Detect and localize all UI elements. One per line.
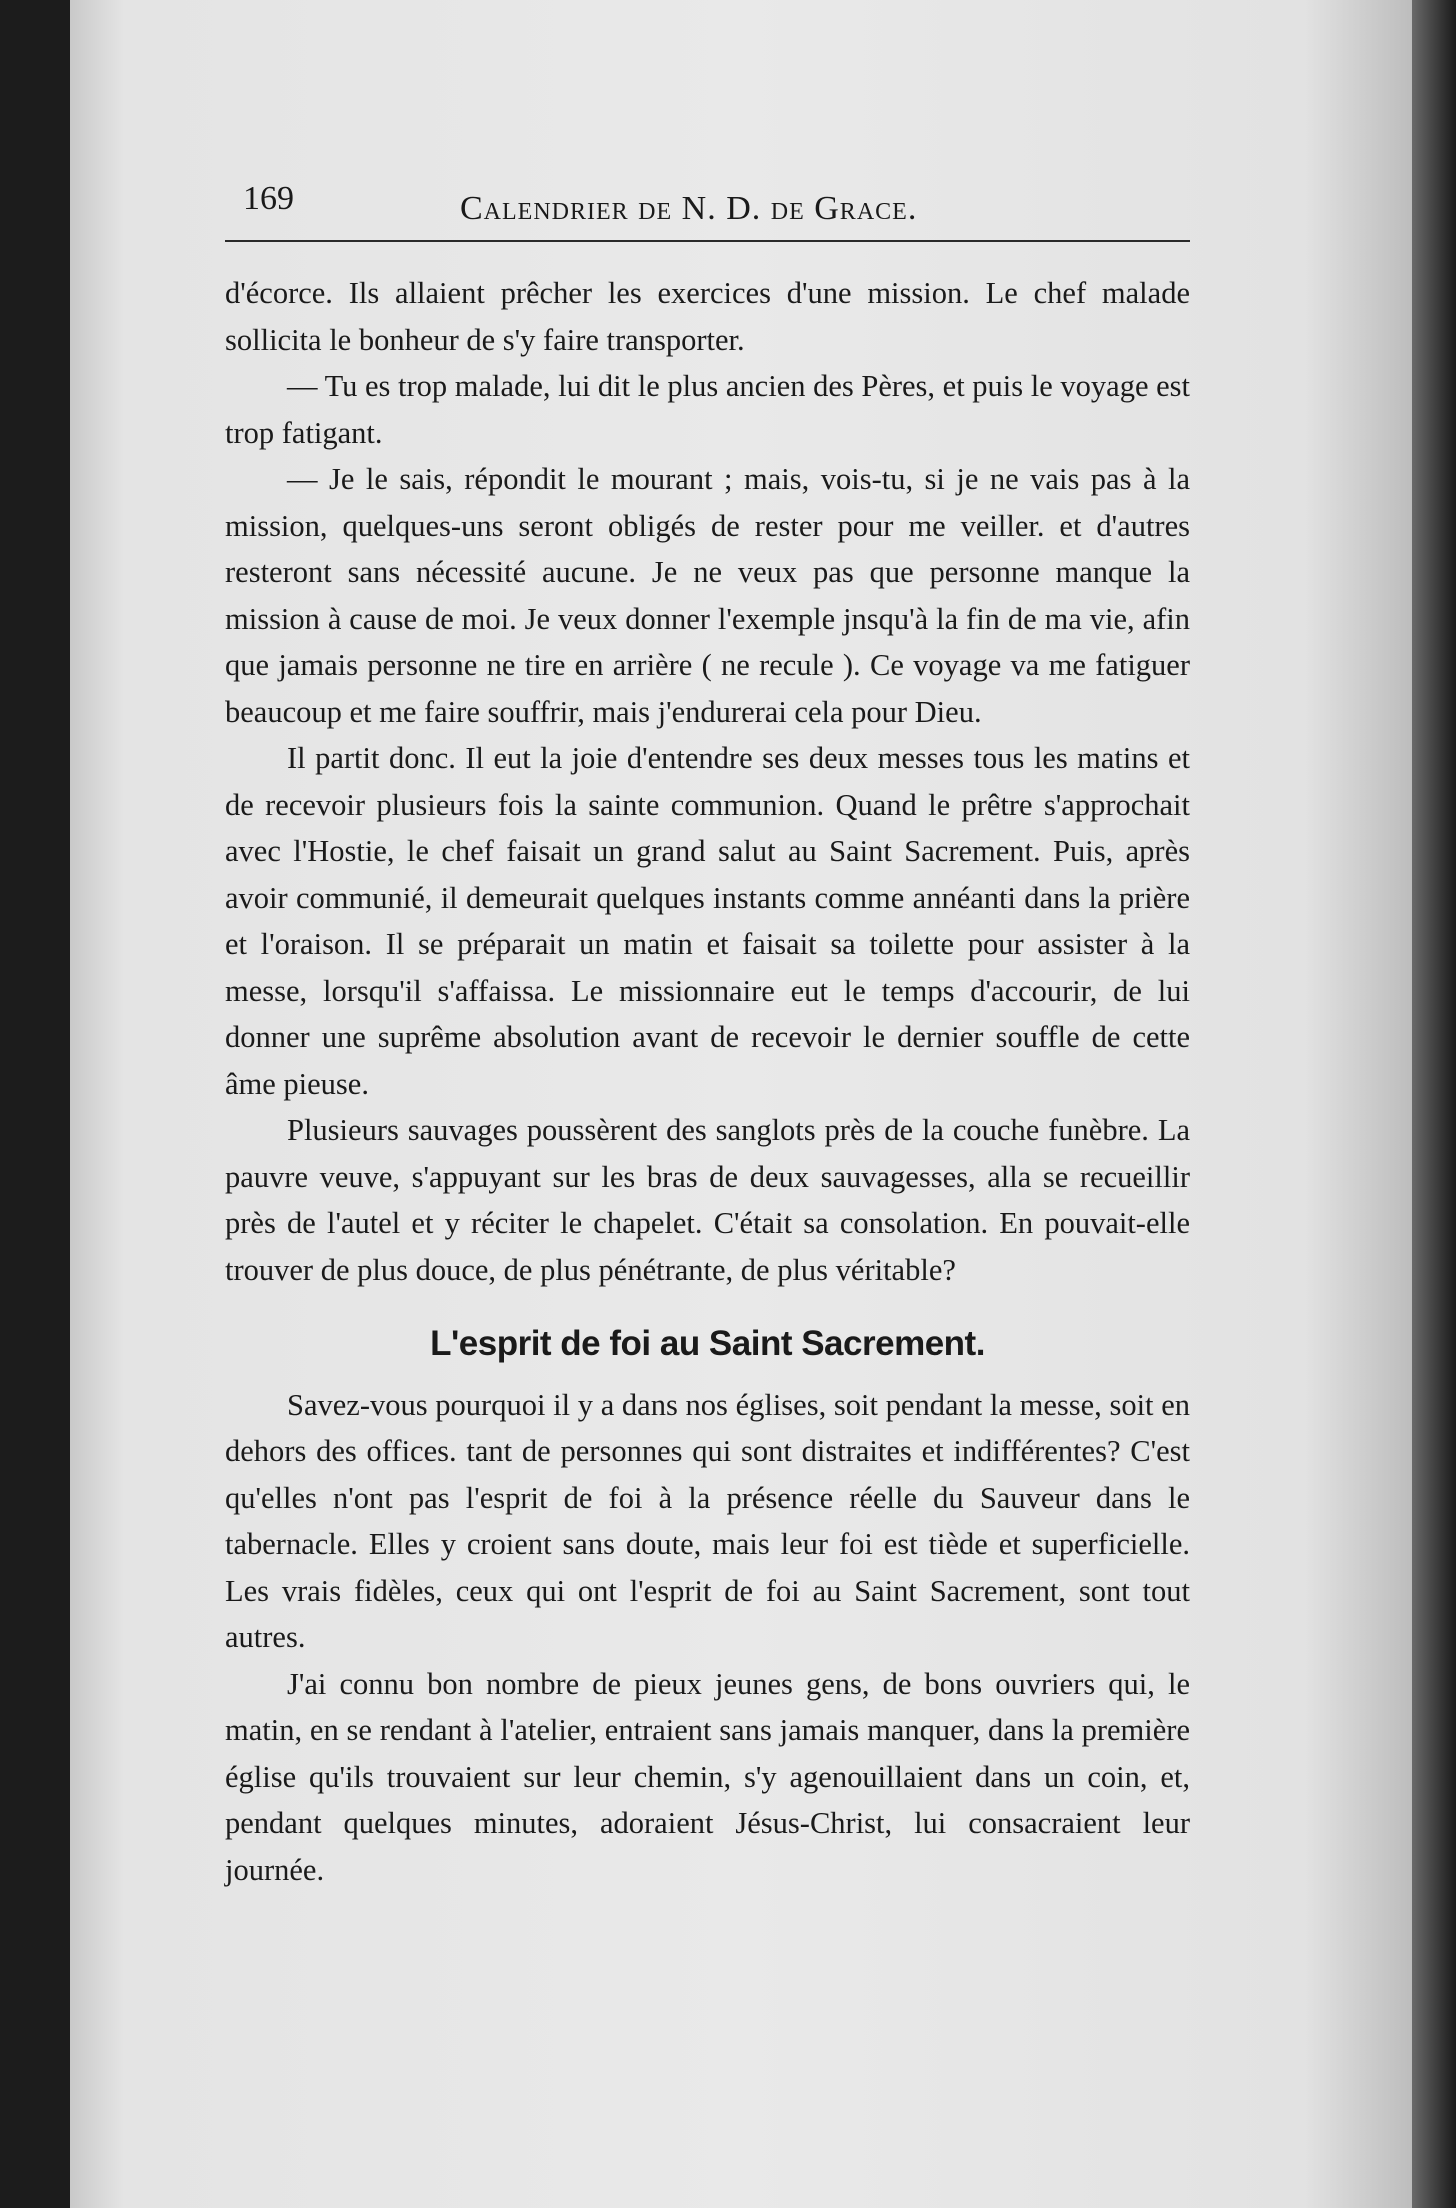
section-title: L'esprit de foi au Saint Sacrement. [430,1324,985,1363]
body-text [225,270,1190,1893]
paragraph: Plusieurs sauvages poussèrent des sanglots près de la couche funèbre. La pauvre veuve, s'appuyant sur les bras de deux sauvagesses, alla se recueillir près de l'autel et y réciter le chapelet. C'était sa consolation. En pouvait-elle trouver de plus douce, de plus pénétrante, de plus véritable? [225,1113,1190,1287]
page-content [225,170,1190,1893]
paragraph: — Je le sais, répondit le mourant ; mais, vois-tu, si je ne vais pas à la mission, quelques-uns seront obligés de rester pour me veiller. et d'autres resteront sans nécessité aucune. Je ne veux pas que personne manque la mission à cause de moi. Je veux donner l'exemple jnsqu'à la fin de ma vie, afin que jamais personne ne tire en arrière ( ne recule ). Ce voyage va me fatiguer beaucoup et me faire souffrir, mais j'endurerai cela pour Dieu. [225,462,1190,729]
paragraph: — Tu es trop malade, lui dit le plus ancien des Pères, et puis le voyage est trop fatigant. [225,369,1190,450]
paragraph: d'écorce. Ils allaient prêcher les exercices d'une mission. Le chef malade sollicita le bonheur de s'y faire transporter. [225,276,1190,357]
page-edge-shadow [1412,0,1456,2208]
running-title: Calendrier de N. D. de Grace. [460,190,918,227]
page-header [225,170,1190,242]
paragraph: Savez-vous pourquoi il y a dans nos églises, soit pendant la messe, soit en dehors des offices. tant de personnes qui sont distraites et indifférentes? C'est qu'elles n'ont pas l'esprit de foi à la présence réelle du Sauveur dans le tabernacle. Elles y croient sans doute, mais leur foi est tiède et superficielle. Les vrais fidèles, ceux qui ont l'esprit de foi au Saint Sacrement, sont tout autres. [225,1387,1190,1654]
paragraph: Il partit donc. Il eut la joie d'entendre ses deux messes tous les matins et de recevoir plusieurs fois la sainte communion. Quand le prêtre s'approchait avec l'Hostie, le chef faisait un grand salut au Saint Sacrement. Puis, après avoir communié, il demeurait quelques instants comme annéanti dans la prière et l'oraison. Il se préparait un matin et faisait sa toilette pour assister à la messe, lorsqu'il s'affaissa. Le missionnaire eut le temps d'accourir, de lui donner une suprême absolution avant de recevoir le dernier souffle de cette âme pieuse. [225,741,1190,1101]
paragraph: J'ai connu bon nombre de pieux jeunes gens, de bons ouvriers qui, le matin, en se rendant à l'atelier, entraient sans jamais manquer, dans la première église qu'ils trouvaient sur leur chemin, s'y agenouillaient dans un coin, et, pendant quelques minutes, adoraient Jésus-Christ, lui consacraient leur journée. [225,1666,1190,1887]
page-number: 169 [243,180,294,217]
